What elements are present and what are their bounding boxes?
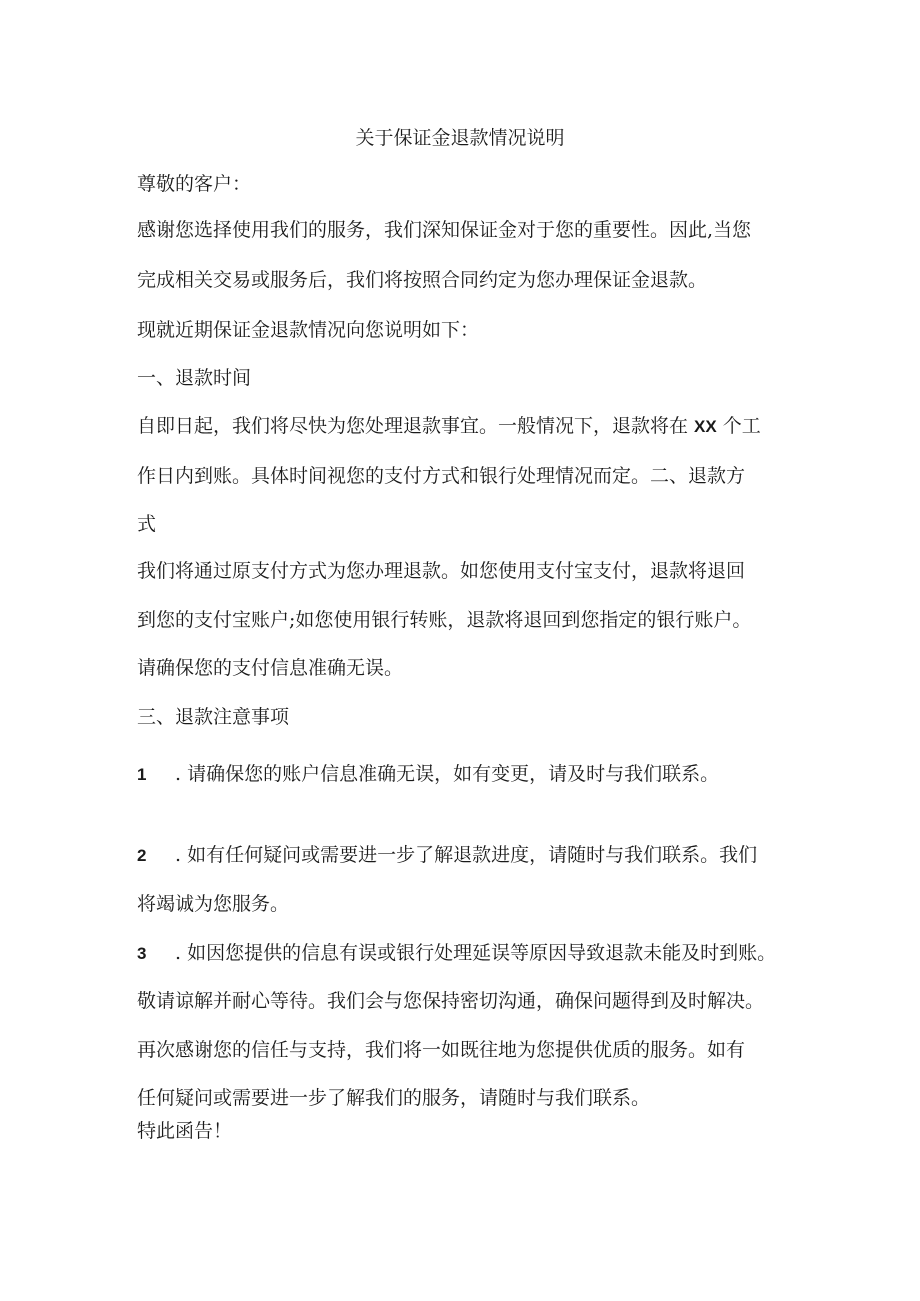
section1-paragraph-line: 式 [137, 513, 157, 535]
section2-paragraph-line: 我们将通过原支付方式为您办理退款。如您使用支付宝支付，退款将退回 [137, 560, 746, 582]
section1-text: 自即日起，我们将尽快为您处理退款事宜。一般情况下，退款将在 [137, 415, 695, 437]
signoff: 特此函告！ [137, 1120, 233, 1142]
intro-paragraph-line: 现就近期保证金退款情况向您说明如下： [137, 319, 480, 341]
section1-paragraph-line: 作日内到账。具体时间视您的支付方式和银行处理情况而定。二、退款方 [137, 465, 746, 487]
greeting: 尊敬的客户： [137, 173, 252, 195]
intro-paragraph-line: 感谢您选择使用我们的服务，我们深知保证金对于您的重要性。因此,当您 [137, 219, 752, 241]
section1-paragraph-line [137, 412, 761, 441]
list-item-text: . 如因您提供的信息有误或银行处理延误等原因导致退款未能及时到账。 [175, 942, 777, 964]
list-item-number: 3 [137, 944, 147, 963]
section-heading-notes: 三、退款注意事项 [137, 706, 290, 728]
section-heading-refund-time: 一、退款时间 [137, 367, 252, 389]
list-item [137, 939, 776, 968]
section2-paragraph-line: 到您的支付宝账户;如您使用银行转账，退款将退回到您指定的银行账户。 [137, 609, 752, 631]
list-item-continuation: 将竭诚为您服务。 [137, 893, 290, 915]
list-item-text: . 如有任何疑问或需要进一步了解退款进度，请随时与我们联系。我们 [175, 844, 758, 866]
list-item-number: 2 [137, 846, 147, 865]
document-title: 关于保证金退款情况说明 [355, 127, 565, 149]
list-item-text: . 请确保您的账户信息准确无误，如有变更，请及时与我们联系。 [175, 763, 720, 785]
list-item [137, 841, 757, 870]
section1-text: 个工 [716, 415, 761, 437]
list-item [137, 760, 719, 789]
list-item-continuation: 敬请谅解并耐心等待。我们会与您保持密切沟通，确保问题得到及时解决。 [137, 990, 765, 1012]
intro-paragraph-line: 完成相关交易或服务后，我们将按照合同约定为您办理保证金退款。 [137, 269, 708, 291]
section2-paragraph-line: 请确保您的支付信息准确无误。 [137, 657, 404, 679]
placeholder-days: XX [694, 417, 717, 436]
closing-paragraph-line: 再次感谢您的信任与支持，我们将一如既往地为您提供优质的服务。如有 [137, 1039, 746, 1061]
list-item-number: 1 [137, 765, 147, 784]
closing-paragraph-line: 任何疑问或需要进一步了解我们的服务，请随时与我们联系。 [137, 1087, 651, 1109]
